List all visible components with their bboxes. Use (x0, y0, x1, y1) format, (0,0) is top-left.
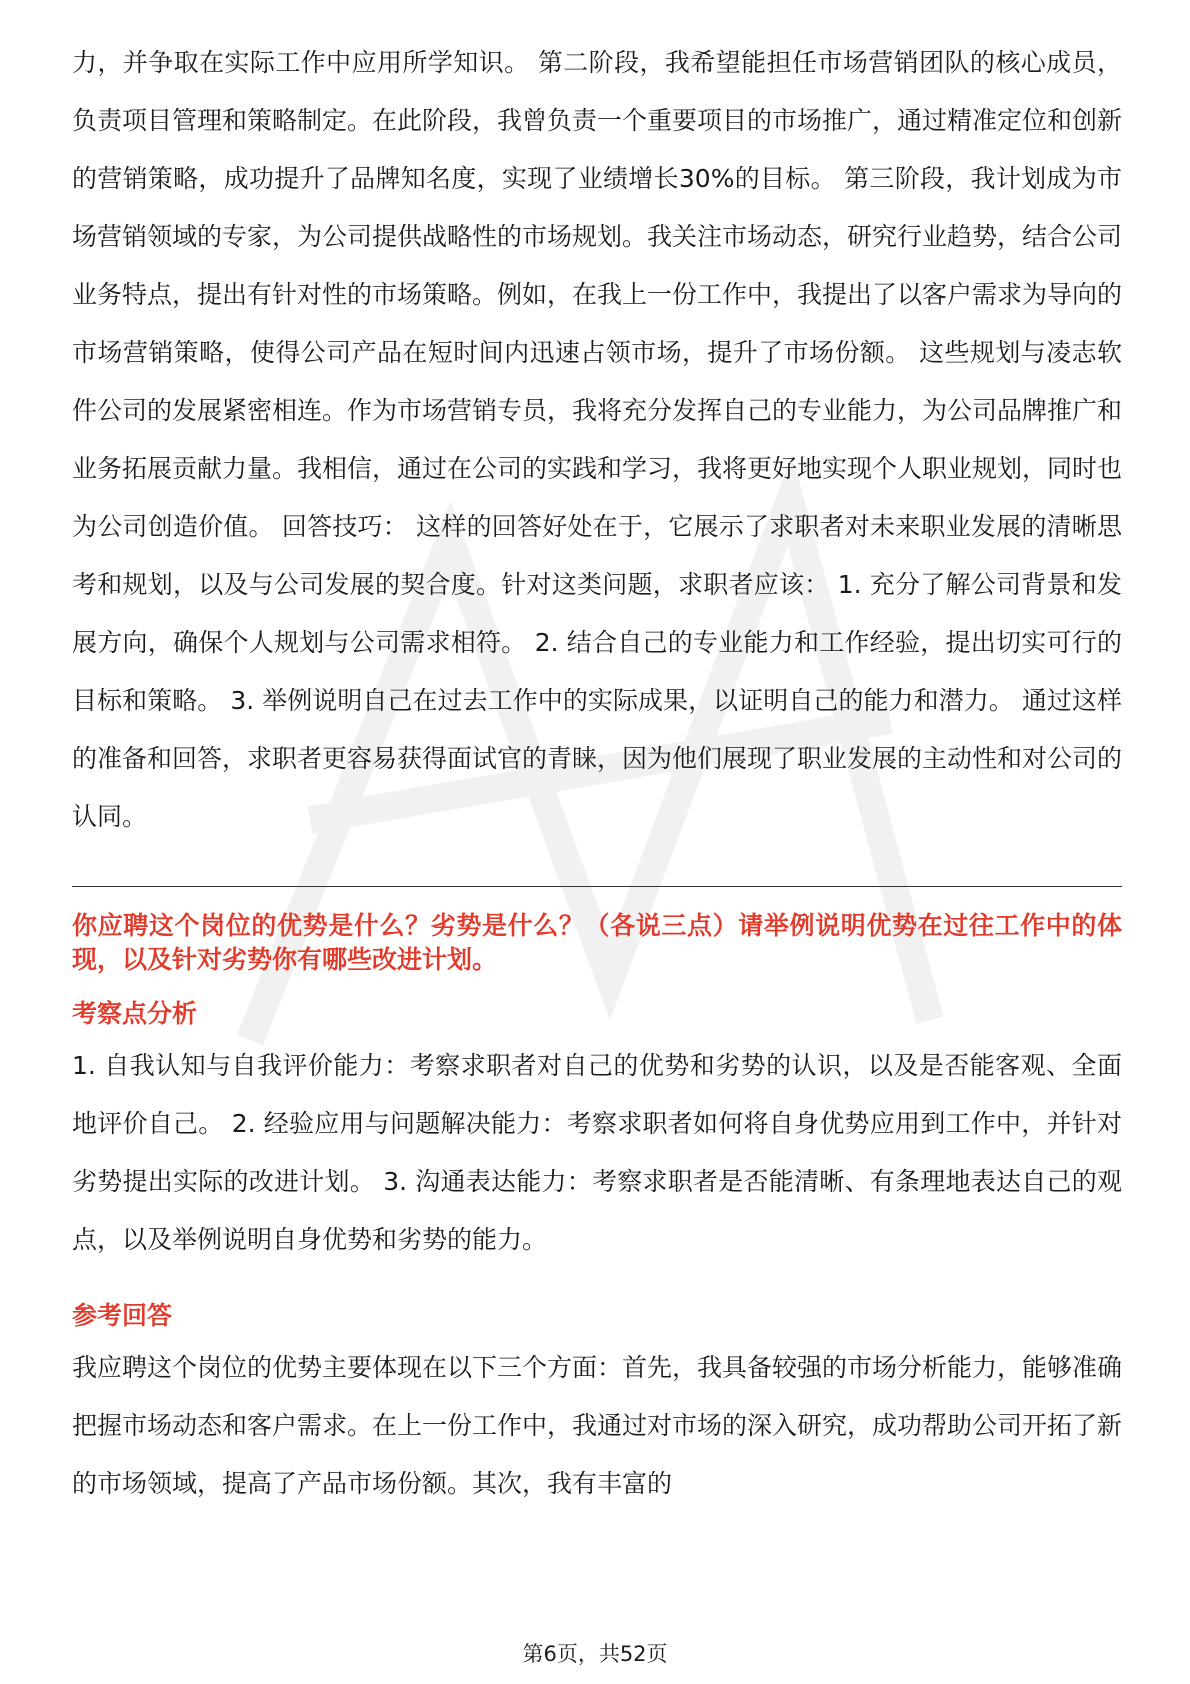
answer-paragraph: 我应聘这个岗位的优势主要体现在以下三个方面：首先，我具备较强的市场分析能力，能够准确把握市场动态和客户需求。在上一份工作中，我通过对市场的深入研究，成功帮助公司开拓了新的市场领域，提高了产品市场份额。其次，我有丰富的 (72, 1353, 1123, 1498)
continuation-paragraph: 力，并争取在实际工作中应用所学知识。 第二阶段，我希望能担任市场营销团队的核心成员，负责项目管理和策略制定。在此阶段，我曾负责一个重要项目的市场推广，通过精准定位和创新的营销策略，成功提升了品牌知名度，实现了业绩增长30%的目标。 第三阶段，我计划成为市场营销领域的专家，为公司提供战略性的市场规划。我关注市场动态，研究行业趋势，结合公司业务特点，提出有针对性的市场策略。例如，在我上一份工作中，我提出了以客户需求为导向的市场营销策略，使得公司产品在短时间内迅速占领市场，提升了市场份额。 这些规划与凌志软件公司的发展紧密相连。作为市场营销专员，我将充分发挥自己的专业能力，为公司品牌推广和业务拓展贡献力量。我相信，通过在公司的实践和学习，我将更好地实现个人职业规划，同时也为公司创造价值。 回答技巧： 这样的回答好处在于，它展示了求职者对未来职业发展的清晰思考和规划，以及与公司发展的契合度。针对这类问题，求职者应该： 1. 充分了解公司背景和发展方向，确保个人规划与公司需求相符。 2. 结合自己的专业能力和工作经验，提出切实可行的目标和策略。 3. 举例说明自己在过去工作中的实际成果，以证明自己的能力和潜力。 通过这样的准备和回答，求职者更容易获得面试官的青睐，因为他们展现了职业发展的主动性和对公司的认同。 (72, 48, 1123, 831)
question-heading: 你应聘这个岗位的优势是什么？劣势是什么？（各说三点）请举例说明优势在过往工作中的体现，以及针对劣势你有哪些改进计划。 (72, 911, 1122, 974)
page-footer: 第6页，共52页 (522, 1642, 668, 1666)
document-page (72, 34, 1122, 1513)
analysis-heading: 考察点分析 (72, 999, 198, 1028)
section-divider (72, 886, 1122, 887)
analysis-paragraph: 1. 自我认知与自我评价能力：考察求职者对自己的优势和劣势的认识，以及是否能客观、全面地评价自己。 2. 经验应用与问题解决能力：考察求职者如何将自身优势应用到工作中，并针对劣势提出实际的改进计划。 3. 沟通表达能力：考察求职者是否能清晰、有条理地表达自己的观点，以及举例说明自身优势和劣势的能力。 (72, 1051, 1122, 1254)
answer-heading: 参考回答 (72, 1301, 173, 1330)
